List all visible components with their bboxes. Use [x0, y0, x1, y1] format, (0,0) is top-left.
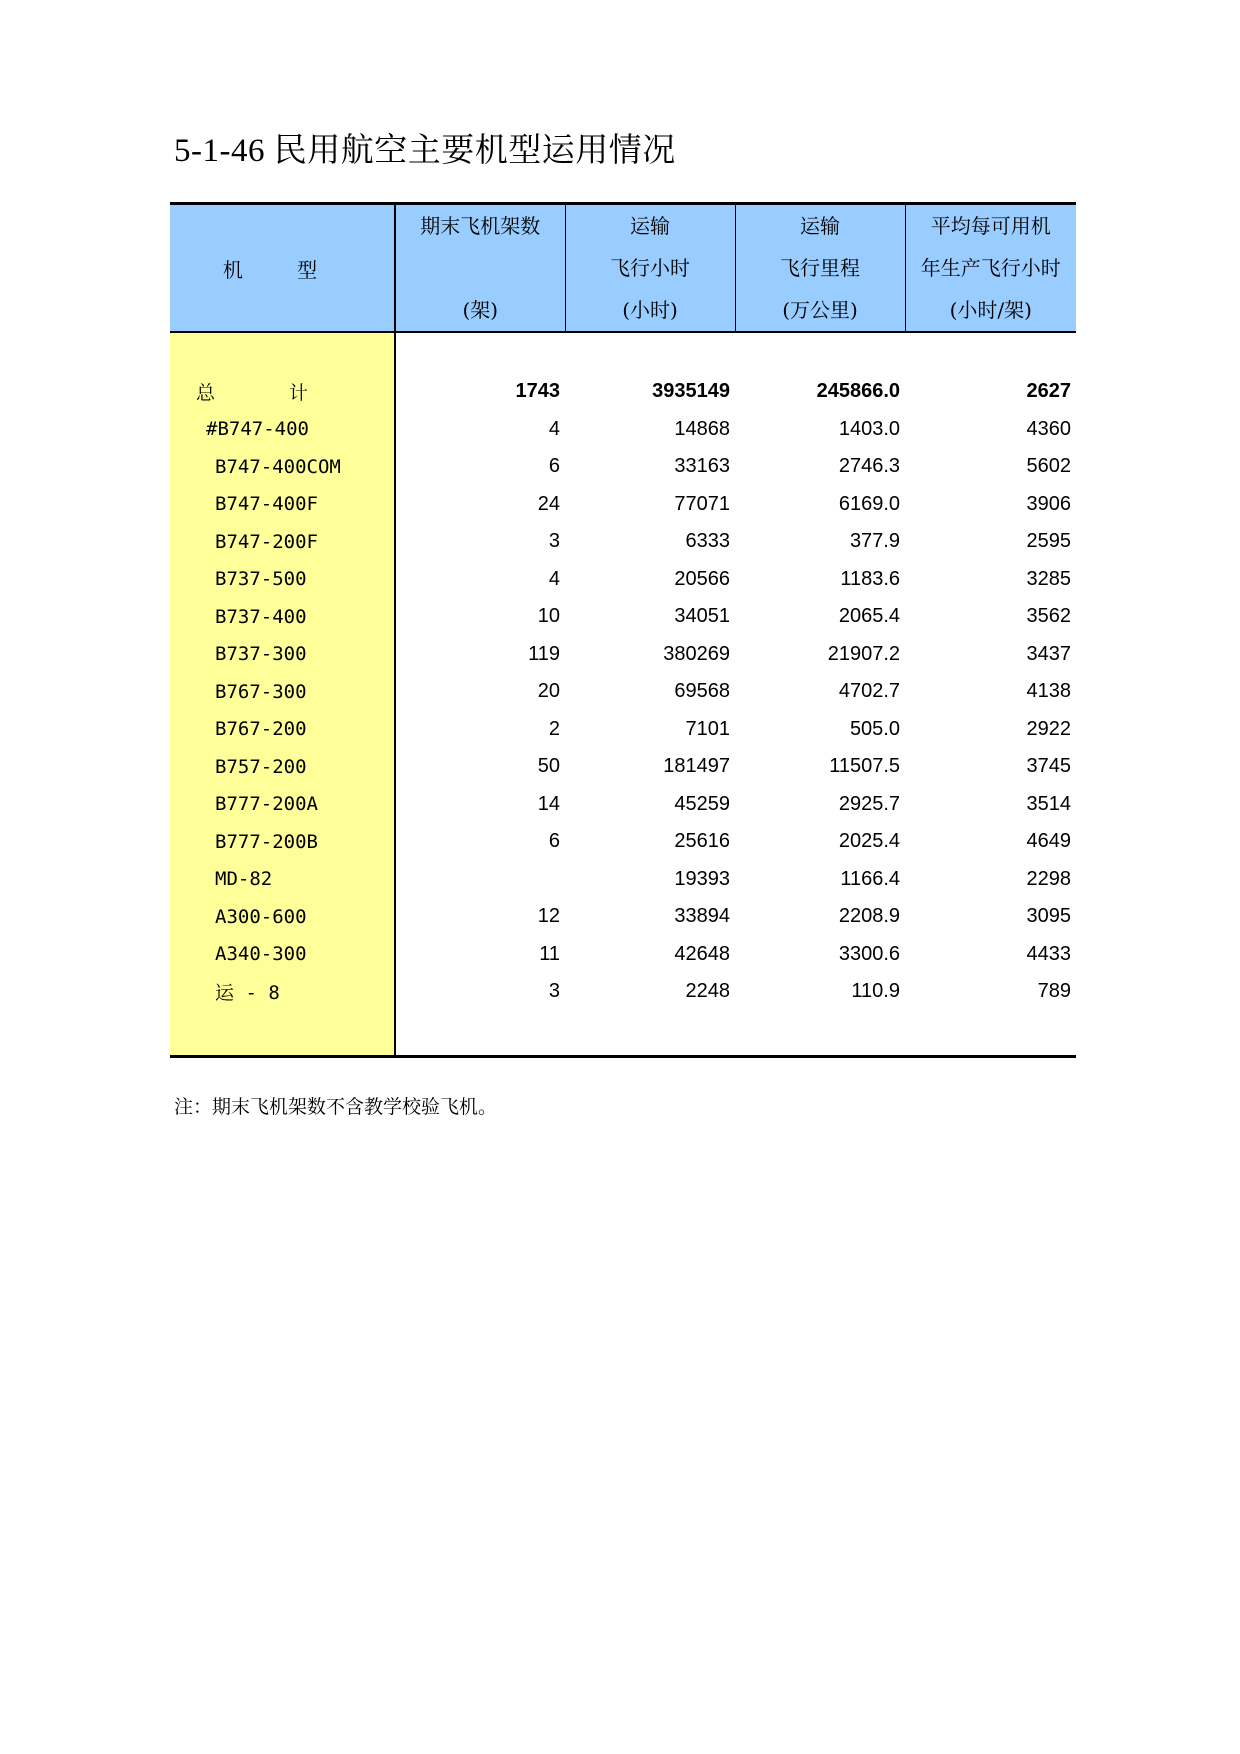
model-name: B737-500 [170, 561, 395, 599]
table-row [170, 898, 1076, 936]
model-name: #B747-400 [170, 411, 395, 449]
total-count: 1743 [515, 380, 560, 403]
aircraft-usage-table [170, 202, 1076, 1058]
header-flight-hours: 运输 飞行小时 (小时) [565, 204, 735, 333]
flight-distance: 11507.5 [829, 755, 900, 778]
model-name: A300-600 [170, 898, 395, 936]
flight-hours: 6333 [685, 530, 730, 553]
flight-distance: 110.9 [851, 980, 900, 1003]
table-row [170, 711, 1076, 749]
total-distance: 245866.0 [816, 380, 900, 403]
flight-hours: 45259 [674, 792, 730, 815]
table-row [170, 748, 1076, 786]
flight-distance: 3300.6 [838, 942, 900, 965]
aircraft-count: 119 [528, 642, 560, 665]
flight-distance: 2025.4 [838, 830, 900, 853]
flight-distance: 21907.2 [827, 642, 900, 665]
aircraft-count: 4 [548, 567, 560, 590]
model-name: B777-200B [170, 823, 395, 861]
model-name: B767-300 [170, 673, 395, 711]
table-row [170, 411, 1076, 449]
aircraft-count: 4 [548, 417, 560, 440]
flight-hours: 2248 [685, 980, 730, 1003]
avg-hours: 3745 [1026, 755, 1071, 778]
avg-hours: 4138 [1026, 680, 1071, 703]
model-name: B747-400F [170, 486, 395, 524]
aircraft-count: 2 [548, 717, 560, 740]
model-name: B747-400COM [170, 448, 395, 486]
avg-hours: 3437 [1026, 642, 1071, 665]
avg-hours: 3514 [1026, 792, 1071, 815]
avg-hours: 4649 [1026, 830, 1071, 853]
total-label: 总 计 [170, 373, 395, 411]
aircraft-count: 3 [548, 980, 560, 1003]
table-row [170, 448, 1076, 486]
model-name: 运 - 8 [170, 973, 395, 1011]
spacer-row [170, 332, 1076, 373]
flight-hours: 19393 [674, 867, 730, 890]
flight-hours: 14868 [674, 417, 730, 440]
avg-hours: 5602 [1026, 455, 1071, 478]
total-avg: 2627 [1026, 380, 1071, 403]
avg-hours: 2595 [1026, 530, 1071, 553]
flight-distance: 2925.7 [838, 792, 900, 815]
table-row [170, 823, 1076, 861]
flight-hours: 33163 [674, 455, 730, 478]
flight-hours: 69568 [674, 680, 730, 703]
avg-hours: 4360 [1026, 417, 1071, 440]
table-row [170, 486, 1076, 524]
aircraft-count: 24 [537, 492, 560, 515]
avg-hours: 4433 [1026, 942, 1071, 965]
model-name: B737-400 [170, 598, 395, 636]
flight-distance: 2065.4 [838, 605, 900, 628]
aircraft-count [395, 861, 565, 899]
aircraft-count: 3 [548, 530, 560, 553]
total-hours: 3935149 [652, 380, 730, 403]
table-row [170, 786, 1076, 824]
flight-distance: 377.9 [849, 530, 900, 553]
model-name: MD-82 [170, 861, 395, 899]
flight-hours: 25616 [674, 830, 730, 853]
model-name: B767-200 [170, 711, 395, 749]
flight-hours: 77071 [674, 492, 730, 515]
table-row [170, 673, 1076, 711]
avg-hours: 3562 [1026, 605, 1071, 628]
flight-distance: 505.0 [849, 717, 900, 740]
flight-hours: 7101 [685, 717, 730, 740]
aircraft-count: 6 [548, 455, 560, 478]
aircraft-count: 12 [537, 905, 560, 928]
flight-hours: 42648 [674, 942, 730, 965]
avg-hours: 3095 [1026, 905, 1071, 928]
table-row [170, 936, 1076, 974]
avg-hours: 3906 [1026, 492, 1071, 515]
flight-hours: 181497 [663, 755, 730, 778]
aircraft-count: 14 [537, 792, 560, 815]
table-row [170, 636, 1076, 674]
table-row [170, 561, 1076, 599]
flight-hours: 380269 [663, 642, 730, 665]
aircraft-count: 20 [537, 680, 560, 703]
model-name: B737-300 [170, 636, 395, 674]
header-aircraft-count: 期末飞机架数 (架) [395, 204, 565, 333]
flight-hours: 34051 [674, 605, 730, 628]
flight-distance: 6169.0 [838, 492, 900, 515]
spacer-row [170, 1011, 1076, 1057]
page-title: 5-1-46 民用航空主要机型运用情况 [174, 133, 676, 169]
header-model: 机 型 [170, 204, 395, 333]
avg-hours: 2922 [1026, 717, 1071, 740]
model-name: B757-200 [170, 748, 395, 786]
aircraft-count: 6 [548, 830, 560, 853]
avg-hours: 789 [1037, 980, 1071, 1003]
aircraft-count: 10 [537, 605, 560, 628]
flight-distance: 4702.7 [838, 680, 900, 703]
flight-hours: 20566 [674, 567, 730, 590]
flight-distance: 1183.6 [840, 567, 900, 590]
model-name: B777-200A [170, 786, 395, 824]
flight-distance: 2208.9 [838, 905, 900, 928]
model-name: B747-200F [170, 523, 395, 561]
table-row [170, 861, 1076, 899]
flight-distance: 2746.3 [838, 455, 900, 478]
header-flight-distance: 运输 飞行里程 (万公里) [735, 204, 905, 333]
avg-hours: 2298 [1026, 867, 1071, 890]
table-row [170, 973, 1076, 1011]
table-header-row [170, 204, 1076, 333]
avg-hours: 3285 [1026, 567, 1071, 590]
table-row [170, 598, 1076, 636]
table-row [170, 523, 1076, 561]
footnote: 注：期末飞机架数不含教学校验飞机。 [174, 1096, 498, 1118]
model-name: A340-300 [170, 936, 395, 974]
aircraft-count: 50 [537, 755, 560, 778]
flight-distance: 1403.0 [838, 417, 900, 440]
total-row [170, 373, 1076, 411]
flight-hours: 33894 [674, 905, 730, 928]
flight-distance: 1166.4 [840, 867, 900, 890]
aircraft-count: 11 [539, 942, 560, 965]
header-avg-hours: 平均每可用机 年生产飞行小时 (小时/架) [905, 204, 1076, 333]
